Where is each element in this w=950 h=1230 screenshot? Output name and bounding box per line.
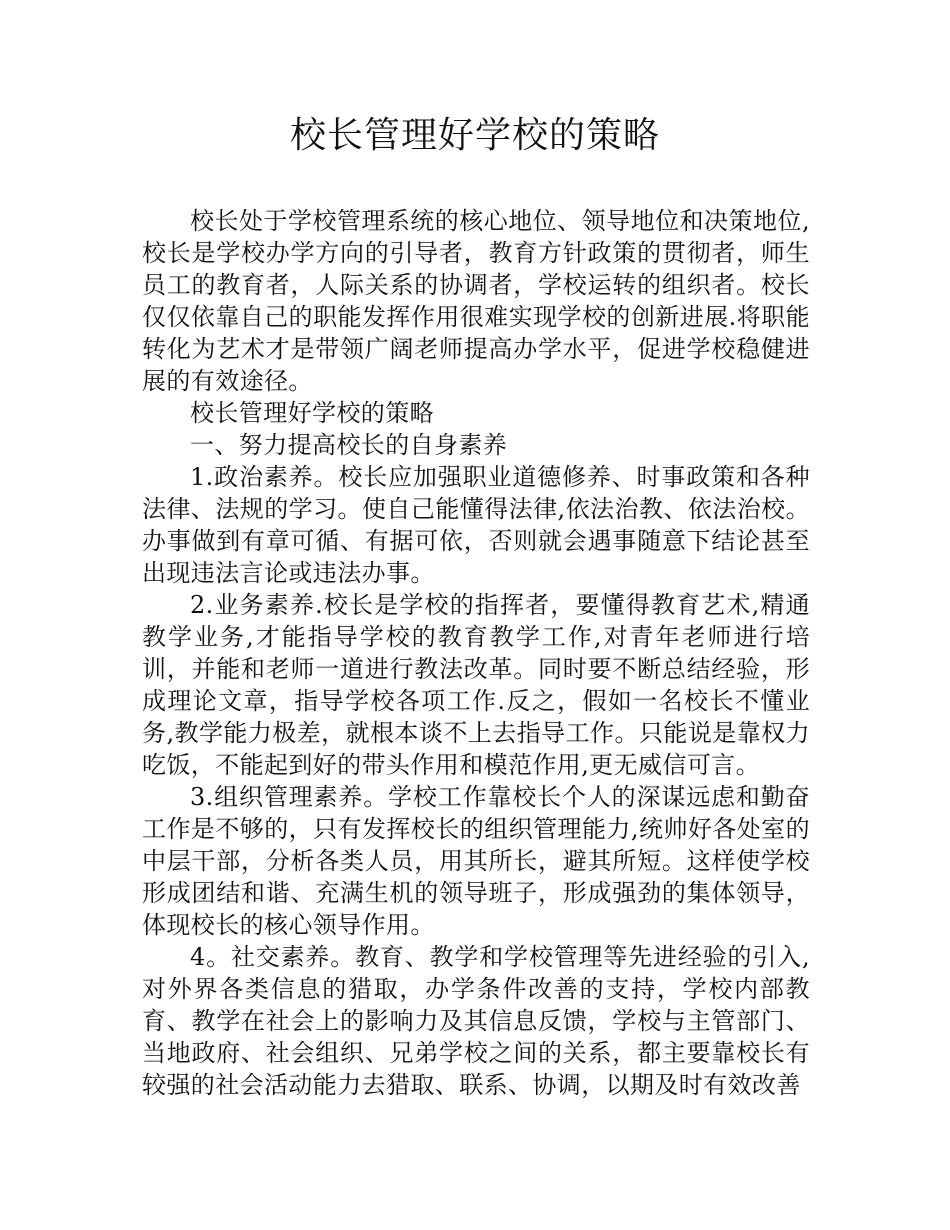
section-heading-self-quality: 一、努力提高校长的自身素养 (190, 431, 508, 459)
paragraph-intro: 校长处于学校管理系统的核心地位、领导地位和决策地位,校长是学校办学方向的引导者，教育方针政策的贯彻者，师生员工的教育者，人际关系的协调者，学校运转的组织者。校长仅仅依靠自己的职能发挥作用很难实现学校的创新进展.将职能转化为艺术才是带领广阔老师提高办学水平，促进学校稳健进展的有效途径。 (142, 207, 810, 395)
paragraph-social-quality: 4。社交素养。教育、教学和学校管理等先进经验的引入,对外界各类信息的猎取，办学条件改善的支持，学校内部教育、教学在社会上的影响力及其信息反馈，学校与主管部门、当地政府、社会组织、兄弟学校之间的关系，都主要靠校长有较强的社会活动能力去猎取、联系、协调，以期及时有效改善 (142, 943, 810, 1099)
paragraph-strategy-heading: 校长管理好学校的策略 (190, 399, 434, 427)
document-title: 校长管理好学校的策略 (289, 115, 660, 156)
document-body (142, 205, 810, 1101)
paragraph-political-quality: 1.政治素养。校长应加强职业道德修养、时事政策和各种法律、法规的学习。使自己能懂得法律,依法治教、依法治校。办事做到有章可循、有据可依，否则就会遇事随意下结论甚至出现违法言论或违法办事。 (142, 463, 810, 587)
paragraph-professional-quality: 2.业务素养.校长是学校的指挥者，要懂得教育艺术,精通教学业务,才能指导学校的教育教学工作,对青年老师进行培训，并能和老师一道进行教法改革。同时要不断总结经验，形成理论文章，指导学校各项工作.反之，假如一名校长不懂业务,教学能力极差，就根本谈不上去指导工作。只能说是靠权力吃饭，不能起到好的带头作用和模范作用,更无威信可言。 (142, 591, 810, 779)
paragraph-management-quality: 3.组织管理素养。学校工作靠校长个人的深谋远虑和勤奋工作是不够的，只有发挥校长的组织管理能力,统帅好各处室的中层干部，分析各类人员，用其所长，避其所短。这样使学校形成团结和谐、充满生机的领导班子，形成强劲的集体领导，体现校长的核心领导作用。 (142, 783, 810, 939)
